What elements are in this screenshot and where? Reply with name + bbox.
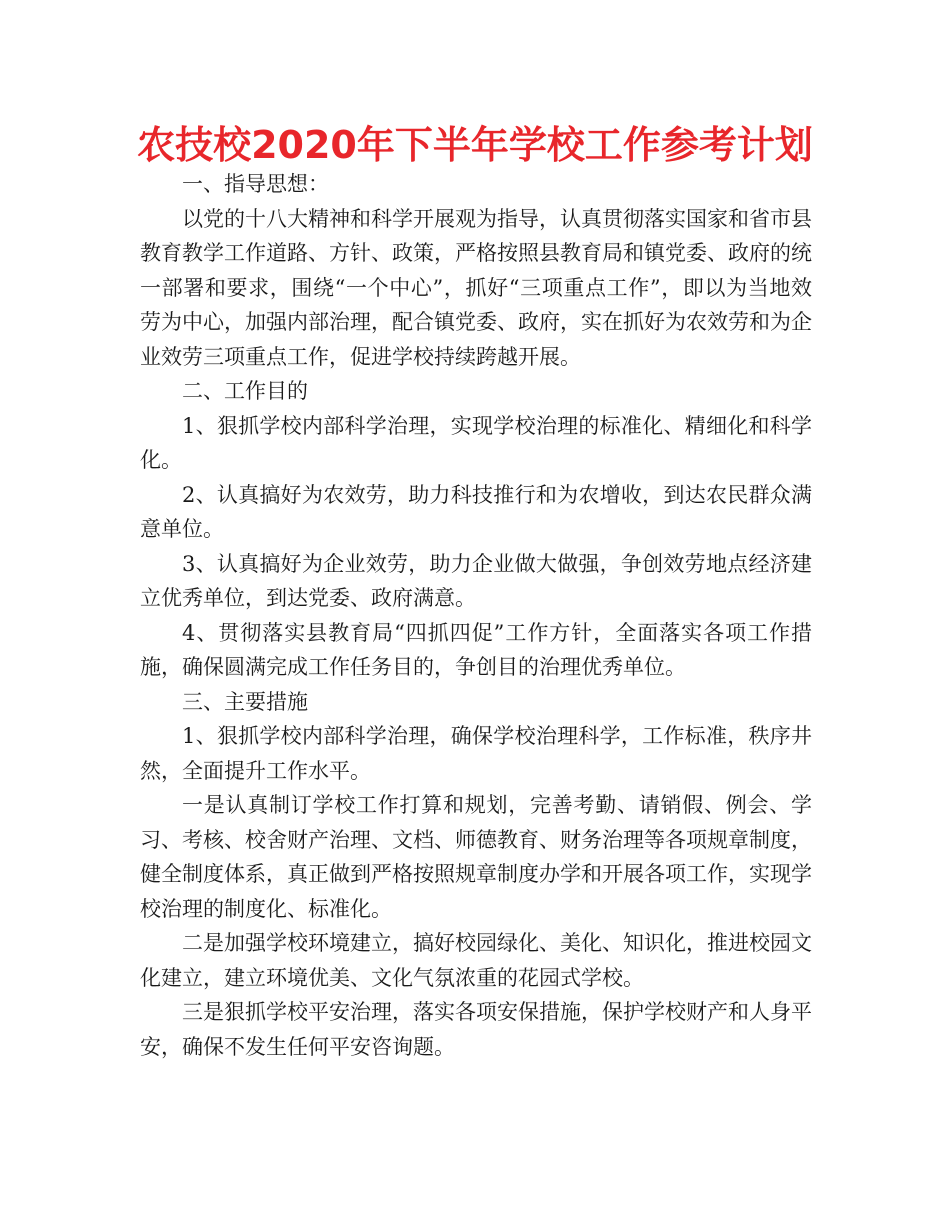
paragraph: 三是狠抓学校平安治理，落实各项安保措施，保护学校财产和人身平安，确保不发生任何平安咨询题。	[140, 1000, 812, 1059]
document-body	[140, 167, 812, 1064]
measure-item: 1、狠抓学校内部科学治理，确保学校治理科学，工作标准，秩序井然，全面提升工作水平。	[140, 724, 812, 783]
goal-item: 1、狠抓学校内部科学治理，实现学校治理的标准化、精细化和科学化。	[140, 413, 812, 472]
goal-item: 3、认真搞好为企业效劳，助力企业做大做强，争创效劳地点经济建立优秀单位，到达党委、政府满意。	[140, 551, 812, 610]
paragraph: 二是加强学校环境建立，搞好校园绿化、美化、知识化，推进校园文化建立，建立环境优美、文化气氛浓重的花园式学校。	[140, 931, 812, 990]
document-title: 农技校2020年下半年学校工作参考计划	[137, 123, 813, 167]
section-heading-main-measures: 三、主要措施	[182, 689, 308, 714]
paragraph: 一是认真制订学校工作打算和规划，完善考勤、请销假、例会、学习、考核、校舍财产治理、文档、师德教育、财务治理等各项规章制度，健全制度体系，真正做到严格按照规章制度办学和开展各项工作，实现学校治理的制度化、标准化。	[140, 793, 812, 921]
goal-item: 2、认真搞好为农效劳，助力科技推行和为农增收，到达农民群众满意单位。	[140, 482, 812, 541]
section-heading-guiding-thought: 一、指导思想：	[182, 172, 329, 196]
goal-item: 4、贯彻落实县教育局“四抓四促”工作方针，全面落实各项工作措施，确保圆满完成工作任务目的，争创目的治理优秀单位。	[140, 620, 812, 679]
section-heading-work-goals: 二、工作目的	[182, 379, 308, 403]
paragraph: 以党的十八大精神和科学开展观为指导，认真贯彻落实国家和省市县教育教学工作道路、方针、政策，严格按照县教育局和镇党委、政府的统一部署和要求，围绕“一个中心”，抓好“三项重点工作”，即以为当地效劳为中心，加强内部治理，配合镇党委、政府，实在抓好为农效劳和为企业效劳三项重点工作，促进学校持续跨越开展。	[140, 206, 812, 369]
